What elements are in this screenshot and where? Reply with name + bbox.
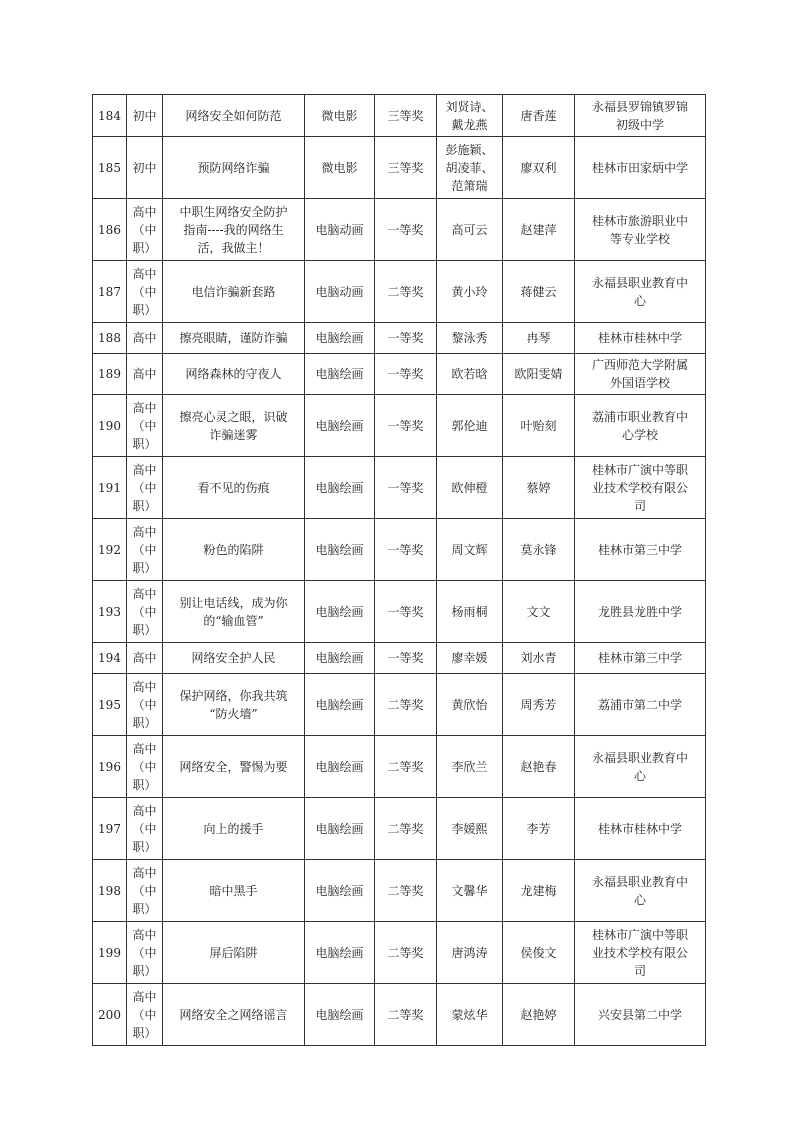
- cell-work-title: 擦亮眼睛，谨防诈骗: [163, 323, 305, 354]
- cell-award: 三等奖: [375, 137, 437, 199]
- cell-students: 廖幸媛: [437, 643, 503, 674]
- table-row: [93, 199, 706, 261]
- table-row: [93, 922, 706, 984]
- cell-teacher: 龙建梅: [503, 860, 575, 922]
- cell-award: 一等奖: [375, 354, 437, 395]
- cell-work-title: 粉色的陷阱: [163, 519, 305, 581]
- cell-school: 桂林市田家炳中学: [575, 137, 706, 199]
- cell-number: 187: [93, 261, 127, 323]
- cell-level: 高中 （中 职）: [127, 199, 163, 261]
- cell-work-type: 微电影: [305, 95, 375, 137]
- cell-teacher: 周秀芳: [503, 674, 575, 736]
- cell-award: 一等奖: [375, 457, 437, 519]
- cell-level: 高中 （中 职）: [127, 519, 163, 581]
- table-row: [93, 95, 706, 137]
- table-row: [93, 674, 706, 736]
- cell-level: 高中 （中 职）: [127, 457, 163, 519]
- cell-work-title: 暗中黑手: [163, 860, 305, 922]
- table-row: [93, 736, 706, 798]
- cell-students: 唐鸿涛: [437, 922, 503, 984]
- cell-work-type: 电脑绘画: [305, 860, 375, 922]
- cell-level: 高中: [127, 323, 163, 354]
- cell-number: 190: [93, 395, 127, 457]
- cell-number: 188: [93, 323, 127, 354]
- cell-level: 高中 （中 职）: [127, 922, 163, 984]
- cell-school: 桂林市第三中学: [575, 519, 706, 581]
- cell-teacher: 侯俊文: [503, 922, 575, 984]
- cell-work-title: 擦亮心灵之眼，识破 诈骗迷雾: [163, 395, 305, 457]
- cell-school: 兴安县第二中学: [575, 984, 706, 1046]
- cell-work-title: 网络安全如何防范: [163, 95, 305, 137]
- cell-teacher: 叶贻刻: [503, 395, 575, 457]
- cell-work-type: 电脑绘画: [305, 643, 375, 674]
- cell-level: 初中: [127, 137, 163, 199]
- cell-work-type: 电脑动画: [305, 261, 375, 323]
- award-table: [92, 94, 706, 1046]
- table-row: [93, 137, 706, 199]
- cell-number: 185: [93, 137, 127, 199]
- cell-students: 欧伸橙: [437, 457, 503, 519]
- cell-level: 高中: [127, 643, 163, 674]
- cell-school: 永福县罗锦镇罗锦 初级中学: [575, 95, 706, 137]
- cell-award: 二等奖: [375, 736, 437, 798]
- cell-number: 194: [93, 643, 127, 674]
- cell-award: 一等奖: [375, 395, 437, 457]
- cell-teacher: 文文: [503, 581, 575, 643]
- cell-teacher: 赵艳春: [503, 736, 575, 798]
- cell-work-type: 电脑绘画: [305, 798, 375, 860]
- cell-number: 199: [93, 922, 127, 984]
- cell-students: 杨雨桐: [437, 581, 503, 643]
- cell-level: 高中 （中 职）: [127, 395, 163, 457]
- cell-level: 高中 （中 职）: [127, 798, 163, 860]
- cell-award: 三等奖: [375, 95, 437, 137]
- cell-work-title: 预防网络诈骗: [163, 137, 305, 199]
- cell-teacher: 唐香莲: [503, 95, 575, 137]
- table-row: [93, 457, 706, 519]
- cell-award: 二等奖: [375, 860, 437, 922]
- cell-work-title: 屏后陷阱: [163, 922, 305, 984]
- cell-number: 193: [93, 581, 127, 643]
- cell-teacher: 李芳: [503, 798, 575, 860]
- cell-number: 184: [93, 95, 127, 137]
- cell-award: 一等奖: [375, 581, 437, 643]
- cell-students: 郭伦迪: [437, 395, 503, 457]
- cell-students: 高可云: [437, 199, 503, 261]
- cell-work-type: 微电影: [305, 137, 375, 199]
- cell-teacher: 蔡婷: [503, 457, 575, 519]
- table-row: [93, 261, 706, 323]
- cell-level: 高中 （中 职）: [127, 261, 163, 323]
- cell-school: 广西师范大学附属 外国语学校: [575, 354, 706, 395]
- cell-school: 永福县职业教育中 心: [575, 860, 706, 922]
- cell-work-type: 电脑绘画: [305, 354, 375, 395]
- cell-award: 一等奖: [375, 643, 437, 674]
- cell-school: 桂林市旅游职业中 等专业学校: [575, 199, 706, 261]
- cell-school: 永福县职业教育中 心: [575, 736, 706, 798]
- table-row: [93, 798, 706, 860]
- cell-level: 高中 （中 职）: [127, 674, 163, 736]
- cell-work-title: 电信诈骗新套路: [163, 261, 305, 323]
- cell-number: 197: [93, 798, 127, 860]
- cell-students: 彭施颖、 胡凌菲、 范箫瑞: [437, 137, 503, 199]
- cell-number: 192: [93, 519, 127, 581]
- table-row: [93, 860, 706, 922]
- cell-teacher: 廖双利: [503, 137, 575, 199]
- cell-students: 黄小玲: [437, 261, 503, 323]
- cell-work-type: 电脑绘画: [305, 674, 375, 736]
- cell-school: 桂林市第三中学: [575, 643, 706, 674]
- cell-number: 186: [93, 199, 127, 261]
- cell-number: 195: [93, 674, 127, 736]
- cell-award: 一等奖: [375, 519, 437, 581]
- cell-teacher: 冉琴: [503, 323, 575, 354]
- cell-work-title: 网络安全护人民: [163, 643, 305, 674]
- cell-work-type: 电脑绘画: [305, 984, 375, 1046]
- cell-teacher: 莫永锋: [503, 519, 575, 581]
- cell-level: 高中 （中 职）: [127, 736, 163, 798]
- cell-work-type: 电脑绘画: [305, 395, 375, 457]
- cell-school: 永福县职业教育中 心: [575, 261, 706, 323]
- cell-award: 二等奖: [375, 922, 437, 984]
- cell-work-title: 看不见的伤痕: [163, 457, 305, 519]
- cell-number: 196: [93, 736, 127, 798]
- cell-work-title: 中职生网络安全防护 指南----我的网络生 活，我做主！: [163, 199, 305, 261]
- cell-work-type: 电脑绘画: [305, 519, 375, 581]
- cell-school: 桂林市广演中等职 业技术学校有限公 司: [575, 457, 706, 519]
- cell-number: 189: [93, 354, 127, 395]
- cell-students: 李欣兰: [437, 736, 503, 798]
- cell-award: 二等奖: [375, 674, 437, 736]
- cell-number: 198: [93, 860, 127, 922]
- table-row: [93, 395, 706, 457]
- cell-number: 191: [93, 457, 127, 519]
- cell-students: 周文辉: [437, 519, 503, 581]
- cell-work-type: 电脑绘画: [305, 736, 375, 798]
- cell-students: 蒙炫华: [437, 984, 503, 1046]
- cell-number: 200: [93, 984, 127, 1046]
- cell-work-title: 网络安全，警惕为要: [163, 736, 305, 798]
- cell-school: 荔浦市第二中学: [575, 674, 706, 736]
- table-row: [93, 643, 706, 674]
- cell-award: 一等奖: [375, 199, 437, 261]
- table-row: [93, 354, 706, 395]
- cell-students: 文馨华: [437, 860, 503, 922]
- cell-work-title: 网络森林的守夜人: [163, 354, 305, 395]
- cell-work-title: 保护网络，你我共筑 “防火墙”: [163, 674, 305, 736]
- cell-students: 黎泳秀: [437, 323, 503, 354]
- cell-school: 桂林市桂林中学: [575, 798, 706, 860]
- cell-teacher: 刘水青: [503, 643, 575, 674]
- cell-work-type: 电脑动画: [305, 199, 375, 261]
- cell-students: 李媛熙: [437, 798, 503, 860]
- cell-level: 高中 （中 职）: [127, 860, 163, 922]
- cell-teacher: 赵建萍: [503, 199, 575, 261]
- cell-work-title: 别让电话线，成为你 的“输血管”: [163, 581, 305, 643]
- cell-school: 桂林市桂林中学: [575, 323, 706, 354]
- cell-award: 二等奖: [375, 984, 437, 1046]
- table-row: [93, 519, 706, 581]
- cell-level: 高中 （中 职）: [127, 984, 163, 1046]
- cell-students: 刘贤诗、 戴龙燕: [437, 95, 503, 137]
- cell-award: 一等奖: [375, 323, 437, 354]
- cell-work-type: 电脑绘画: [305, 323, 375, 354]
- cell-level: 高中: [127, 354, 163, 395]
- cell-award: 二等奖: [375, 798, 437, 860]
- cell-teacher: 蒋健云: [503, 261, 575, 323]
- table-row: [93, 323, 706, 354]
- cell-students: 黄欣怡: [437, 674, 503, 736]
- table-row: [93, 581, 706, 643]
- table-row: [93, 984, 706, 1046]
- cell-work-type: 电脑绘画: [305, 457, 375, 519]
- cell-school: 桂林市广演中等职 业技术学校有限公 司: [575, 922, 706, 984]
- cell-teacher: 赵艳婷: [503, 984, 575, 1046]
- cell-teacher: 欧阳雯婧: [503, 354, 575, 395]
- cell-work-title: 网络安全之网络谣言: [163, 984, 305, 1046]
- cell-award: 二等奖: [375, 261, 437, 323]
- award-table-body: [93, 95, 706, 1046]
- cell-level: 初中: [127, 95, 163, 137]
- cell-work-type: 电脑绘画: [305, 922, 375, 984]
- cell-school: 龙胜县龙胜中学: [575, 581, 706, 643]
- cell-work-title: 向上的援手: [163, 798, 305, 860]
- cell-work-type: 电脑绘画: [305, 581, 375, 643]
- cell-level: 高中 （中 职）: [127, 581, 163, 643]
- cell-students: 欧若晗: [437, 354, 503, 395]
- cell-school: 荔浦市职业教育中 心学校: [575, 395, 706, 457]
